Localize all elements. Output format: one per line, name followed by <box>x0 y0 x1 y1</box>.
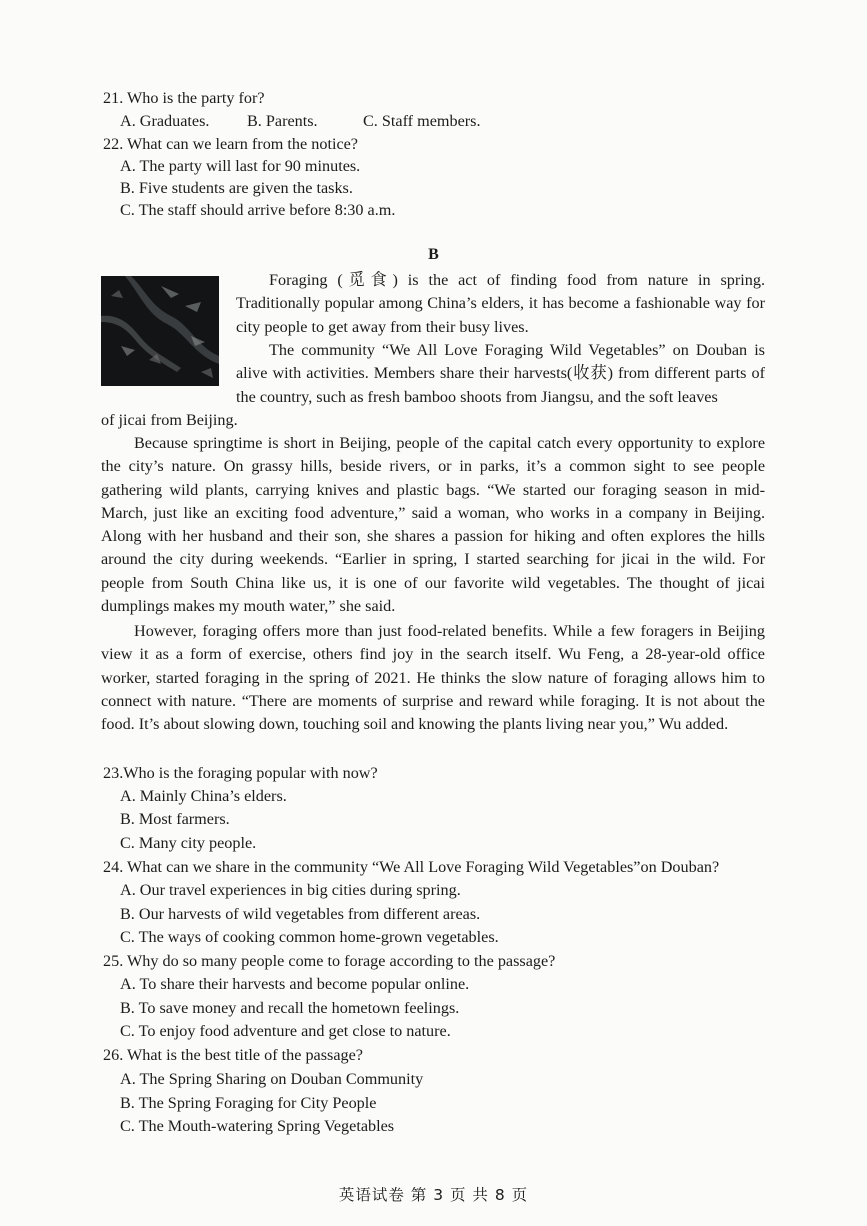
foraging-photo <box>101 276 219 386</box>
question-22-option-b: B. Five students are given the tasks. <box>120 179 353 197</box>
question-26-option-c: C. The Mouth-watering Spring Vegetables <box>120 1117 395 1135</box>
question-25-option-c: C. To enjoy food adventure and get close to nature. <box>120 1022 451 1040</box>
question-21-option-c: C. Staff members. <box>363 112 481 130</box>
question-24-option-c: C. The ways of cooking common home-grown vegetables. <box>120 928 499 946</box>
question-25-stem: 25. Why do so many people come to forage according to the passage? <box>103 952 556 970</box>
passage-paragraph-2: The community “We All Love Foraging Wild Vegetables” on Douban is alive with activities. Members share their harvests(收获) from different parts of the country, such as fresh bamboo shoots from Jiangsu, and the soft leaves <box>236 341 765 406</box>
question-22-option-a: A. The party will last for 90 minutes. <box>120 157 361 175</box>
question-25-option-a: A. To share their harvests and become popular online. <box>120 975 470 993</box>
passage-paragraph-1: Foraging (觅食) is the act of finding food from nature in spring. Traditionally popular among China’s elders, it has become a fashionable way for city people to get away from their busy lives. <box>236 271 765 336</box>
question-23-stem: 23.Who is the foraging popular with now? <box>103 764 378 782</box>
passage-paragraph-2-tail: of jicai from Beijing. <box>101 411 238 429</box>
page-footer: 英语试卷 第 3 页 共 8 页 <box>338 1186 529 1204</box>
section-label-b: B <box>428 246 439 263</box>
question-23-option-c: C. Many city people. <box>120 834 257 852</box>
question-24-option-b: B. Our harvests of wild vegetables from different areas. <box>120 905 481 923</box>
question-26-stem: 26. What is the best title of the passage? <box>103 1046 363 1064</box>
question-25-option-b: B. To save money and recall the hometown feelings. <box>120 999 460 1017</box>
question-23-option-a: A. Mainly China’s elders. <box>120 787 287 805</box>
question-24-option-a: A. Our travel experiences in big cities during spring. <box>120 881 461 899</box>
question-21-option-a: A. Graduates. <box>120 112 210 130</box>
question-26-option-a: A. The Spring Sharing on Douban Community <box>120 1070 424 1088</box>
question-22-option-c: C. The staff should arrive before 8:30 a.m. <box>120 201 396 219</box>
passage-paragraph-3: Because springtime is short in Beijing, people of the capital catch every opportunity to explore the city’s nature. On grassy hills, beside rivers, or in parks, it’s a common sight to see people gathering wild plants, carrying knives and plastic bags. “We started our foraging season in mid-March, just like an exciting food adventure,” said a woman, who works in a company in Beijing. Along with her husband and their son, she shares a passion for hiking and often explores the hills around the city during weekends. “Earlier in spring, I started searching for jicai in the wild. For people from South China like us, it is one of our favorite wild vegetables. The thought of jicai dumplings makes my mouth water,” she said. <box>101 434 765 616</box>
question-21-stem: 21. Who is the party for? <box>103 89 265 107</box>
question-21-option-b: B. Parents. <box>247 112 318 130</box>
passage-paragraph-4: However, foraging offers more than just food-related benefits. While a few foragers in Beijing view it as a form of exercise, others find joy in the search itself. Wu Feng, a 28-year-old office worker, started foraging in the spring of 2021. He thinks the slow nature of foraging allows him to connect with nature. “There are moments of surprise and reward while foraging. It is not about the food. It’s about slowing down, touching soil and knowing the plants living near you,” Wu added. <box>101 622 765 734</box>
question-23-option-b: B. Most farmers. <box>120 810 230 828</box>
question-26-option-b: B. The Spring Foraging for City People <box>120 1094 377 1112</box>
question-22-stem: 22. What can we learn from the notice? <box>103 135 358 153</box>
foraging-photo-graphic <box>101 276 219 386</box>
question-24-stem: 24. What can we share in the community “We All Love Foraging Wild Vegetables”on Douban? <box>103 858 720 876</box>
